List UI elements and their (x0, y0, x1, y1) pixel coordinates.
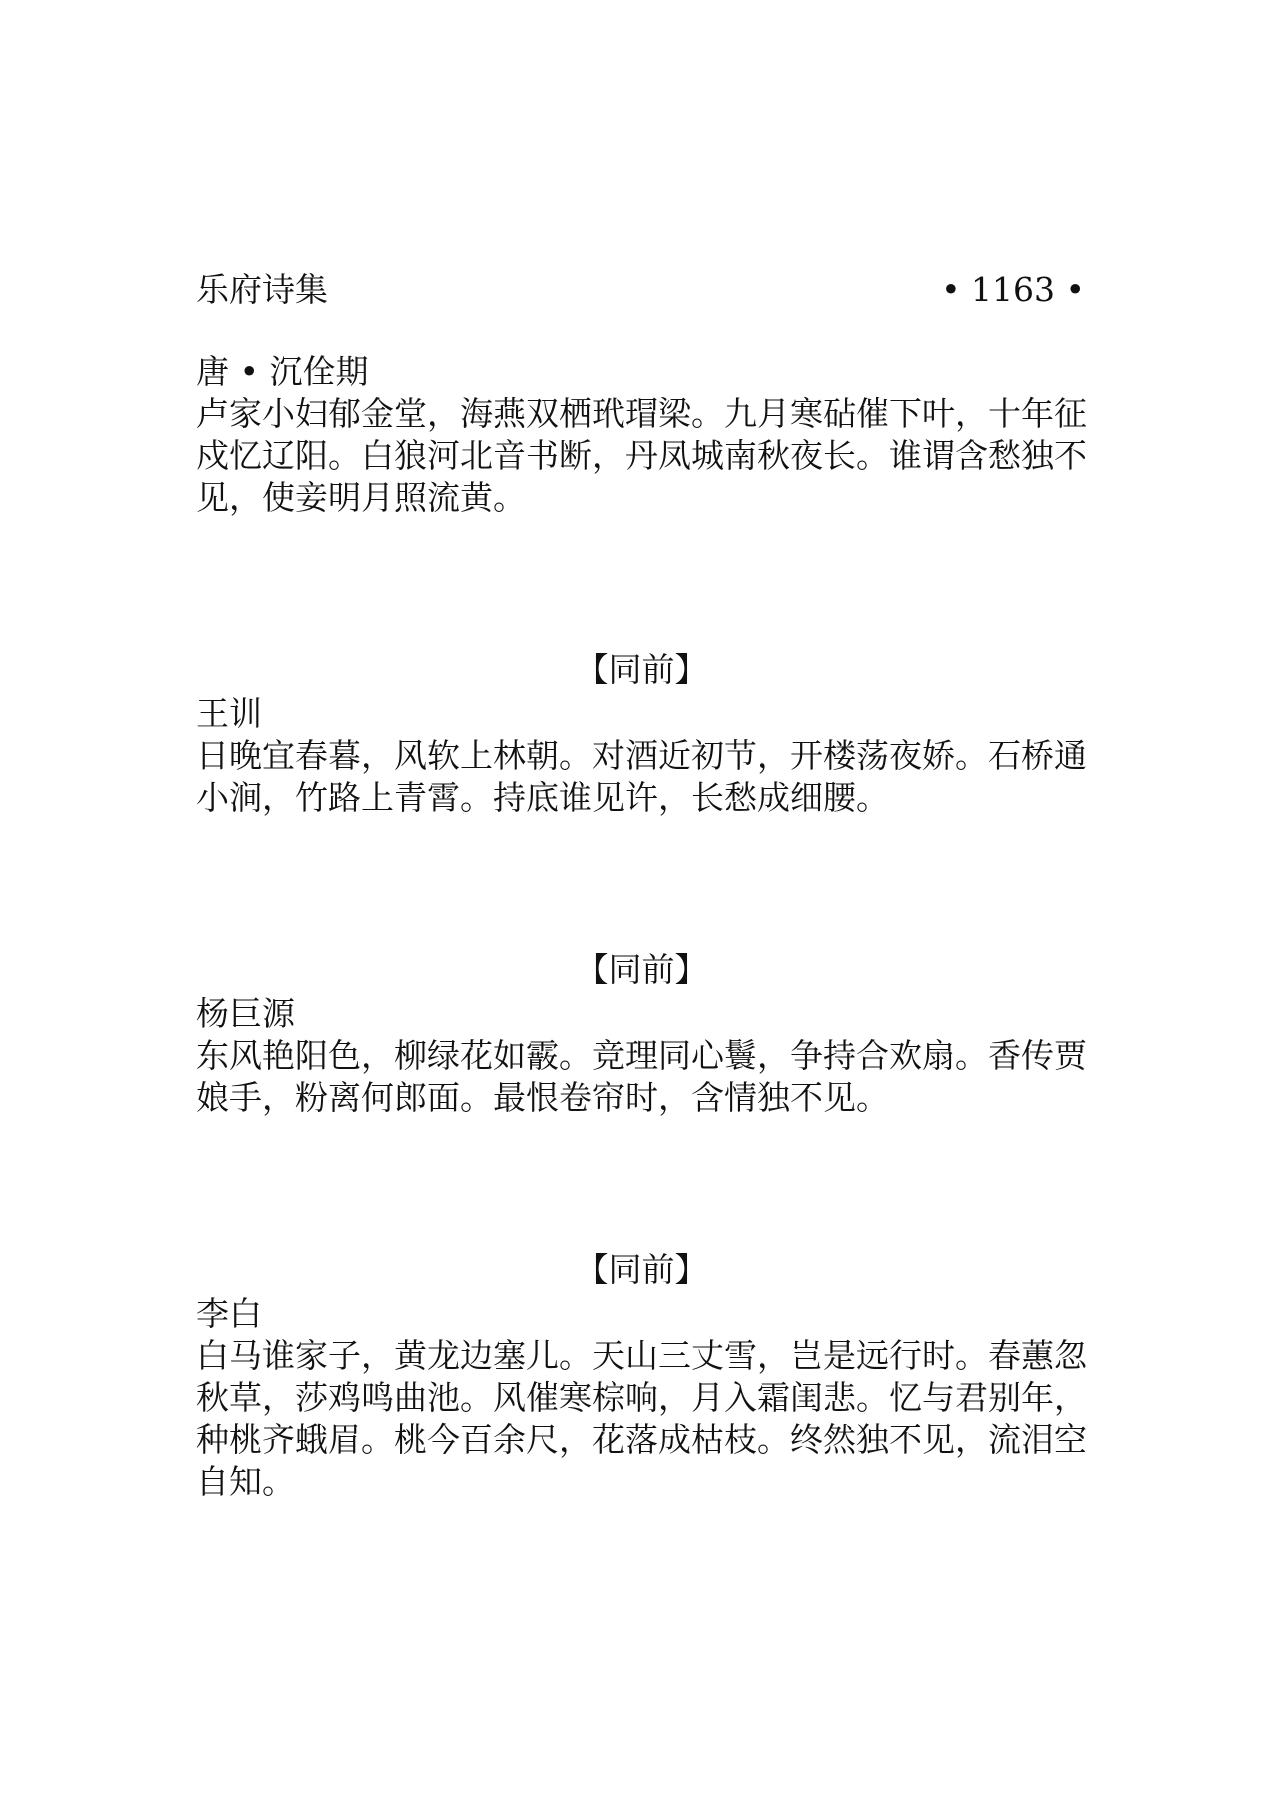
poem-line: 种桃齐蛾眉。桃今百余尺，花落成枯枝。终然独不见，流泪空 (196, 1420, 1087, 1459)
poem-line: 小涧，竹路上青霄。持底谁见许，长愁成细腰。 (196, 778, 889, 817)
poem-line: 日晚宜春暮，风软上林朝。对酒近初节，开楼荡夜娇。石桥通 (196, 736, 1087, 775)
poem-line: 见，使妾明月照流黄。 (196, 478, 526, 517)
poem-author: 杨巨源 (196, 994, 295, 1033)
poem-line: 戍忆辽阳。白狼河北音书断，丹凤城南秋夜长。谁谓含愁独不 (196, 436, 1087, 475)
poem-author: 李白 (196, 1294, 262, 1333)
poem-line: 自知。 (196, 1462, 295, 1501)
poem-author: 王训 (196, 694, 262, 733)
poem-author: 唐 • 沉佺期 (196, 352, 369, 391)
section-title: 【同前】 (575, 650, 708, 689)
poem-line: 卢家小妇郁金堂，海燕双栖玳瑁梁。九月寒砧催下叶，十年征 (196, 394, 1087, 433)
poem-line: 秋草，莎鸡鸣曲池。风催寒棕响，月入霜闺悲。忆与君别年， (196, 1378, 1087, 1417)
book-title: 乐府诗集 (196, 270, 328, 309)
page-number: • 1163 • (941, 270, 1085, 309)
poem-line: 东风艳阳色，柳绿花如霰。竞理同心鬟，争持合欢扇。香传贾 (196, 1036, 1087, 1075)
section-title: 【同前】 (575, 1250, 708, 1289)
poem-line: 娘手，粉离何郎面。最恨卷帘时，含情独不见。 (196, 1078, 889, 1117)
section-title: 【同前】 (575, 950, 708, 989)
poem-line: 白马谁家子，黄龙边塞儿。天山三丈雪，岂是远行时。春蕙忽 (196, 1336, 1087, 1375)
